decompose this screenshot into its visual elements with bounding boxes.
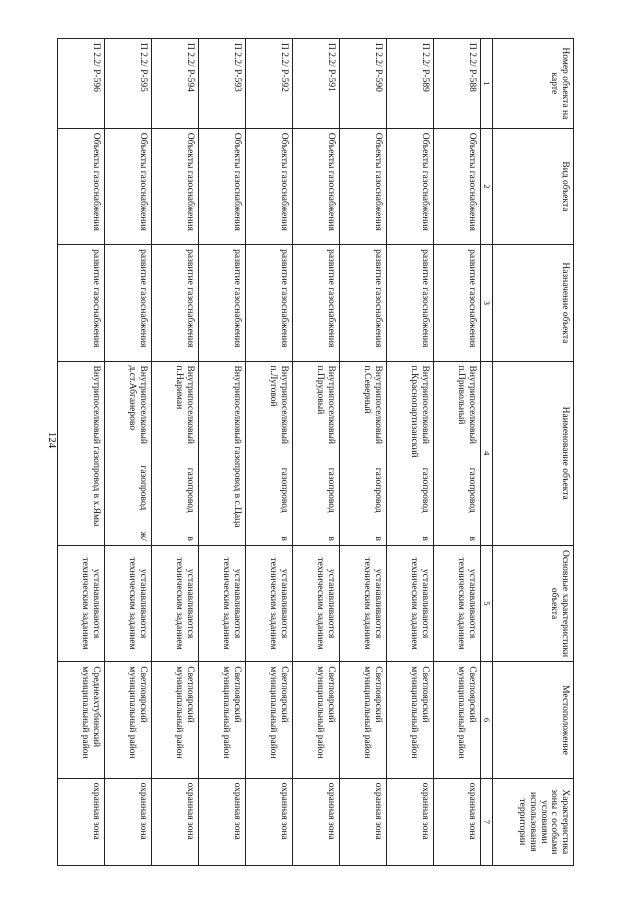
object-location-cell: Светлоярский муниципальный район — [246, 662, 293, 778]
object-purpose-cell: развитие газоснабжения — [293, 245, 340, 361]
object-purpose-cell: развитие газоснабжения — [152, 245, 199, 361]
column-number: 1 — [481, 39, 493, 129]
object-purpose-cell: развитие газоснабжения — [246, 245, 293, 361]
header-cell: Наименование объекта — [493, 361, 574, 545]
object-number-cell: П 2.2/ Р-590 — [340, 39, 387, 129]
object-characteristics-cell: устанавливаются техническим заданием — [340, 545, 387, 661]
object-name-cell: Внутрипоселковый газопровод в п.Краснопартизанский — [387, 361, 434, 545]
object-type-cell: Объекты газоснабжения — [246, 128, 293, 244]
zone-characteristic-cell: охранная зона — [199, 778, 246, 865]
object-number-cell: П 2.2/ Р-591 — [293, 39, 340, 129]
object-characteristics-cell: устанавливаются техническим заданием — [387, 545, 434, 661]
table-row — [152, 39, 199, 866]
header-cell: Местоположение — [493, 662, 574, 778]
object-type-cell: Объекты газоснабжения — [105, 128, 152, 244]
object-characteristics-cell: устанавливаются техническим заданием — [152, 545, 199, 661]
object-type-cell: Объекты газоснабжения — [434, 128, 481, 244]
table-row — [340, 39, 387, 866]
zone-characteristic-cell: охранная зона — [434, 778, 481, 865]
object-name-cell: Внутрипоселковый газопровод в с.Цаца — [199, 361, 246, 545]
table-body — [58, 39, 481, 866]
zone-characteristic-cell: охранная зона — [387, 778, 434, 865]
header-row — [493, 39, 574, 866]
object-name-cell: Внутрипоселковый газопровод в х.Ямы — [58, 361, 105, 545]
table-row — [387, 39, 434, 866]
object-name-cell: Внутрипоселковый газопровод в п.Нариман — [152, 361, 199, 545]
object-characteristics-cell: устанавливаются техническим заданием — [434, 545, 481, 661]
object-number-cell: П 2.2/ Р-593 — [199, 39, 246, 129]
column-number: 7 — [481, 778, 493, 865]
header-cell: Характеристика зоны с особыми условиями использования территории — [493, 778, 574, 865]
object-type-cell: Объекты газоснабжения — [293, 128, 340, 244]
object-characteristics-cell: устанавливаются техническим заданием — [246, 545, 293, 661]
object-type-cell: Объекты газоснабжения — [58, 128, 105, 244]
object-number-cell: П 2.2/ Р-588 — [434, 39, 481, 129]
object-purpose-cell: развитие газоснабжения — [199, 245, 246, 361]
object-location-cell: Светлоярский муниципальный район — [199, 662, 246, 778]
object-location-cell: Светлоярский муниципальный район — [340, 662, 387, 778]
object-purpose-cell: развитие газоснабжения — [340, 245, 387, 361]
column-number: 4 — [481, 361, 493, 545]
object-name-cell: Внутрипоселковый газопровод в п.Северный — [340, 361, 387, 545]
object-name-cell: Внутрипоселковый газопровод в п.Привольный — [434, 361, 481, 545]
object-location-cell: Светлоярский муниципальный район — [293, 662, 340, 778]
object-type-cell: Объекты газоснабжения — [387, 128, 434, 244]
object-number-cell: П 2.2/ Р-594 — [152, 39, 199, 129]
table-row — [105, 39, 152, 866]
header-cell: Вид объекта — [493, 128, 574, 244]
column-number: 2 — [481, 128, 493, 244]
object-characteristics-cell: устанавливаются техническим заданием — [293, 545, 340, 661]
zone-characteristic-cell: охранная зона — [340, 778, 387, 865]
column-number: 6 — [481, 662, 493, 778]
object-number-cell: П 2.2/ Р-592 — [246, 39, 293, 129]
object-number-cell: П 2.2/ Р-596 — [58, 39, 105, 129]
object-location-cell: Светлоярский муниципальный район — [434, 662, 481, 778]
object-type-cell: Объекты газоснабжения — [152, 128, 199, 244]
header-cell: Номер объекта на карте — [493, 39, 574, 129]
zone-characteristic-cell: охранная зона — [58, 778, 105, 865]
object-purpose-cell: развитие газоснабжения — [105, 245, 152, 361]
objects-table — [57, 38, 574, 866]
zone-characteristic-cell: охранная зона — [105, 778, 152, 865]
object-location-cell: Светлоярский муниципальный район — [105, 662, 152, 778]
table-row — [434, 39, 481, 866]
object-location-cell: Светлоярский муниципальный район — [387, 662, 434, 778]
object-purpose-cell: развитие газоснабжения — [58, 245, 105, 361]
object-name-cell: Внутрипоселковый газопровод в п.Прудовый — [293, 361, 340, 545]
table-row — [199, 39, 246, 866]
object-characteristics-cell: устанавливаются техническим заданием — [105, 545, 152, 661]
table-row — [293, 39, 340, 866]
page-number: 124 — [46, 431, 58, 449]
object-name-cell: Внутрипоселковый газопровод в п.Луговой — [246, 361, 293, 545]
object-purpose-cell: развитие газоснабжения — [434, 245, 481, 361]
object-number-cell: П 2.2/ Р-595 — [105, 39, 152, 129]
header-cell: Назначение объекта — [493, 245, 574, 361]
object-number-cell: П 2.2/ Р-589 — [387, 39, 434, 129]
object-name-cell: Внутрипоселковый газопровод ж/д.ст.Абганерово — [105, 361, 152, 545]
object-type-cell: Объекты газоснабжения — [340, 128, 387, 244]
column-number: 3 — [481, 245, 493, 361]
rotated-table-wrapper — [66, 38, 574, 866]
zone-characteristic-cell: охранная зона — [293, 778, 340, 865]
object-location-cell: Среднеахтубинский муниципальный район — [58, 662, 105, 778]
object-location-cell: Светлоярский муниципальный район — [152, 662, 199, 778]
object-characteristics-cell: устанавливаются техническим заданием — [58, 545, 105, 661]
object-purpose-cell: развитие газоснабжения — [387, 245, 434, 361]
table-row — [58, 39, 105, 866]
zone-characteristic-cell: охранная зона — [152, 778, 199, 865]
column-number: 5 — [481, 545, 493, 661]
object-type-cell: Объекты газоснабжения — [199, 128, 246, 244]
object-characteristics-cell: устанавливаются техническим заданием — [199, 545, 246, 661]
zone-characteristic-cell: охранная зона — [246, 778, 293, 865]
header-cell: Основные характеристики объекта — [493, 545, 574, 661]
table-row — [246, 39, 293, 866]
column-number-row — [481, 39, 493, 866]
